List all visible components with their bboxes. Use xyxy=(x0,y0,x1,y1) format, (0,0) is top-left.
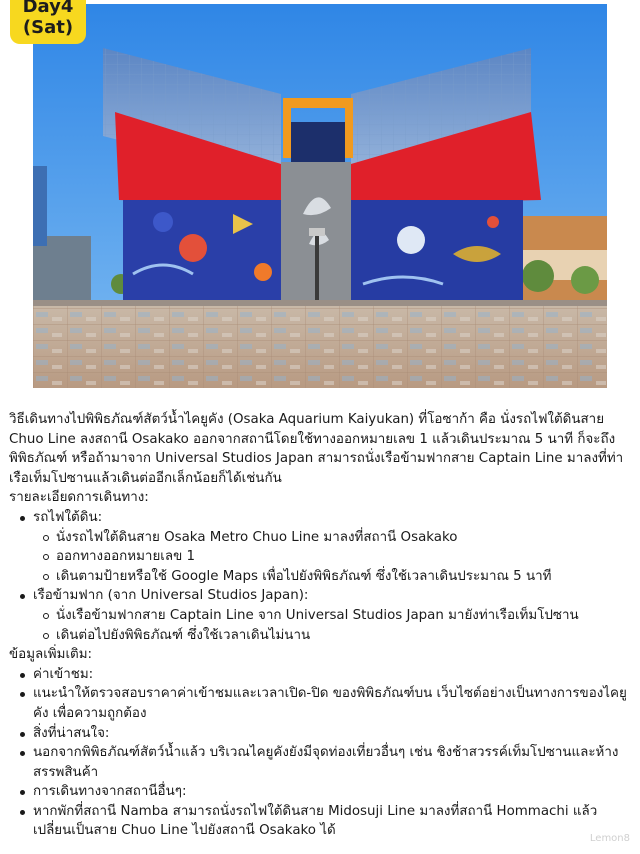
list-item: หากพักที่สถานี Namba สามารถนั่งรถไฟใต้ดินสาย Midosuji Line มาลงที่สถานี Hommachi แล้วเปลี่ยนเป็นสาย Chuo Line ไปยังสถานี Osakako ได้ xyxy=(9,802,633,841)
list-item: สิ่งที่น่าสนใจ: xyxy=(9,724,633,744)
details-heading: รายละเอียดการเดินทาง: xyxy=(9,490,149,506)
list-item: การเดินทางจากสถานีอื่นๆ: xyxy=(9,782,633,802)
article-body xyxy=(9,410,633,841)
day-badge-day: Day4 xyxy=(22,0,74,17)
list-item: เดินต่อไปยังพิพิธภัณฑ์ ซึ่งใช้เวลาเดินไม่นาน xyxy=(9,626,633,646)
intro-paragraph: วิธีเดินทางไปพิพิธภัณฑ์สัตว์น้ำไคยูคัง (Osaka Aquarium Kaiyukan) ที่โอซาก้า คือ นั่งรถไฟใต้ดินสาย Chuo Line ลงสถานี Osakako ออกจากสถานีโดยใช้ทางออกหมายเลข 1 แล้วเดินประมาณ 5 นาที ก็จะถึงพิพิธภัณฑ์ หรือถ้ามาจาก Universal Studios Japan สามารถนั่งเรือข้ามฟากสาย Captain Line มาลงที่ท่าเรือเท็มโปซานแล้วเดินต่ออีกเล็กน้อยก็ได้เช่นกัน xyxy=(9,412,624,486)
list-item: แนะนำให้ตรวจสอบราคาค่าเข้าชมและเวลาเปิด-ปิด ของพิพิธภัณฑ์บน เว็บไซต์อย่างเป็นทางการของไคยูคัง เพื่อความถูกต้อง xyxy=(9,684,633,723)
list-item: นอกจากพิพิธภัณฑ์สัตว์น้ำแล้ว บริเวณไคยูคังยังมีจุดท่องเที่ยวอื่นๆ เช่น ชิงช้าสวรรค์เท็มโปซานและห้างสรรพสินค้า xyxy=(9,743,633,782)
list-item: ออกทางออกหมายเลข 1 xyxy=(9,547,633,567)
list-item: เดินตามป้ายหรือใช้ Google Maps เพื่อไปยังพิพิธภัณฑ์ ซึ่งใช้เวลาเดินประมาณ 5 นาที xyxy=(9,567,633,587)
watermark-brand: Lemon8 xyxy=(589,833,630,844)
list-item: นั่งรถไฟใต้ดินสาย Osaka Metro Chuo Line มาลงที่สถานี Osakako xyxy=(9,528,633,548)
list-item: นั่งเรือข้ามฟากสาย Captain Line จาก Universal Studios Japan มายังท่าเรือเท็มโปซาน xyxy=(9,606,633,626)
list-item: รถไฟใต้ดิน: xyxy=(9,508,633,528)
list-item: ค่าเข้าชม: xyxy=(9,665,633,685)
list-item: เรือข้ามฟาก (จาก Universal Studios Japan): xyxy=(9,586,633,606)
more-info-list xyxy=(9,665,633,841)
day-badge xyxy=(10,0,86,44)
day-badge-weekday: (Sat) xyxy=(22,17,74,38)
watermark xyxy=(590,833,630,844)
details-list xyxy=(9,508,633,645)
aquarium-photo xyxy=(33,4,607,388)
more-info-heading: ข้อมูลเพิ่มเติม: xyxy=(9,647,93,663)
